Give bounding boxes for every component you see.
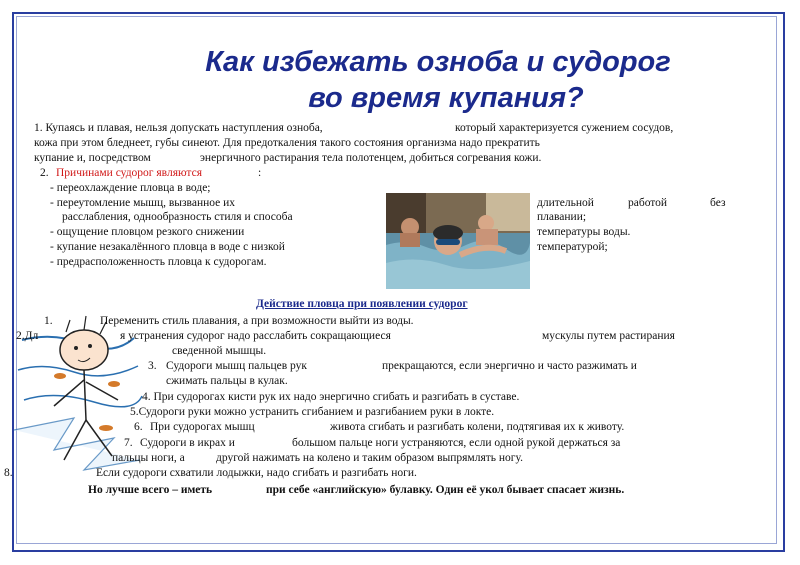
step-7c: пальцы ноги, а [112,452,185,464]
step-8: Если судороги схватили лодыжки, надо сгибать и разгибать ноги. [96,467,417,479]
step-8-number: 8. [4,467,13,479]
cause-item-2b: расслабления, однообразность стиля и способа [62,211,293,223]
causes-number: 2. [40,167,49,179]
intro-line3a: купание и, посредством [34,152,151,164]
step-6b: живота сгибать и разгибать колени, подтягивая их к животу. [330,421,625,433]
actions-heading: Действие пловца при появлении судорог [256,298,468,310]
step-7d: другой нажимать на колено и таким образом выпрямлять ногу. [216,452,523,464]
step-1-number: 1. [44,315,53,327]
page-title-line1: Как избежать озноба и судорог [205,46,671,78]
step-3a: Судороги мышц пальцев рук [166,360,307,372]
step-3-number: 3. [148,360,157,372]
step-2a: я устранения судорог надо расслабить сокращающиеся [120,330,391,342]
cause-right-1b: работой [628,197,668,209]
cause-item-5: - предрасположенность пловца к судорогам. [50,256,267,268]
step-3c: сжимать пальцы в кулак. [166,375,288,387]
cause-right-1c: без [710,197,726,209]
cause-right-3: температуры воды. [537,226,631,238]
step-2b: мускулы путем растирания [542,330,675,342]
step-7b: большом пальце ноги устраняются, если одной рукой держаться за [292,437,621,449]
step-4: 4. При судорогах кисти рук их надо энергично сгибать и разгибать в суставе. [142,391,520,403]
cause-item-3: - ощущение пловцом резкого снижении [50,226,245,238]
causes-colon: : [258,167,262,179]
step-6a: При судорогах мышц [150,421,255,433]
cause-right-2: плавании; [537,211,587,223]
step-6-number: 6. [134,421,143,433]
step-2c: сведенной мышцы. [172,345,267,357]
cause-item-4: - купание незакалённого пловца в воде с низкой [50,241,285,253]
cause-right-1a: длительной [537,197,594,209]
step-7a: Судороги в икрах и [140,437,235,449]
intro-line3b: энергичного растирания тела полотенцем, добиться согревания кожи. [200,152,542,164]
page-title-line2: во время купания? [308,82,584,114]
step-1: Переменить стиль плавания, а при возможности выйти из воды. [100,315,414,327]
intro-line1b: который характеризуется сужением сосудов, [455,122,674,134]
swimmers-photo [386,193,530,289]
step-7-number: 7. [124,437,133,449]
cause-right-4: температурой; [537,241,608,253]
intro-line2: кожа при этом бледнеет, губы синеют. Для предоткаления такого состояния организма надо прекратить [34,137,540,149]
step-3b: прекращаются, если энергично и часто разжимать и [382,360,637,372]
cause-item-2: - переутомление мышц, вызванное их [50,197,236,209]
intro-line1a: 1. Купаясь и плавая, нельзя допускать наступления озноба, [34,122,323,134]
step-5: 5.Судороги руки можно устранить сгибанием и разгибанием руки в локте. [130,406,495,418]
step-2-number: 2.Дл [16,330,39,342]
causes-heading: Причинами судорог являются [56,167,202,179]
final-tip-a: Но лучше всего – иметь [88,484,213,496]
cause-item-1: - переохлаждение пловца в воде; [50,182,211,194]
final-tip-b: при себе «английскую» булавку. Один её укол бывает спасает жизнь. [266,484,625,496]
